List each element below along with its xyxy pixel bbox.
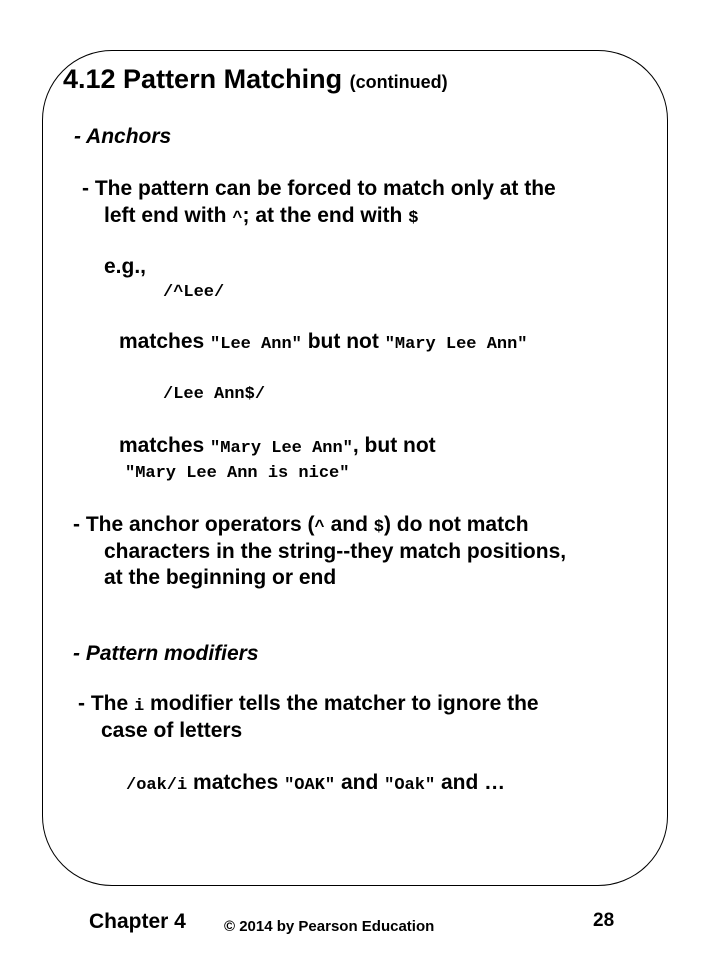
caret-code: ^ xyxy=(232,209,243,228)
footer-copyright: © 2014 by Pearson Education xyxy=(224,918,435,935)
dollar-code: $ xyxy=(408,209,419,228)
anchors-line-1: - The pattern can be forced to match only at the xyxy=(82,177,556,200)
slide-title xyxy=(63,66,448,93)
matches-line-2-continued: "Mary Lee Ann is nice" xyxy=(125,464,350,483)
pattern-lee-start: /^Lee/ xyxy=(163,283,225,302)
page-number: 28 xyxy=(593,910,615,931)
anchors-line-2: left end with ^; at the end with $ xyxy=(104,204,419,228)
title-suffix: (continued) xyxy=(349,72,448,92)
modifier-example: /oak/i matches "OAK" and "Oak" and … xyxy=(126,771,506,795)
modifiers-heading: - Pattern modifiers xyxy=(73,642,259,665)
pattern-lee-ann-end: /Lee Ann$/ xyxy=(163,385,266,404)
anchor-ops-line-2: characters in the string--they match positions, xyxy=(104,540,567,563)
anchor-ops-line-1: - The anchor operators (^ and $) do not match xyxy=(73,513,529,537)
matches-line-2: matches "Mary Lee Ann", but not xyxy=(119,434,436,458)
modifier-line-2: case of letters xyxy=(101,719,243,742)
i-modifier-code: i xyxy=(134,697,145,716)
matches-line-1: matches "Lee Ann" but not "Mary Lee Ann" xyxy=(119,330,528,354)
title-main: 4.12 Pattern Matching xyxy=(63,64,343,94)
anchors-heading: - Anchors xyxy=(74,125,172,148)
anchor-ops-line-3: at the beginning or end xyxy=(104,566,337,589)
eg-label: e.g., xyxy=(104,255,147,278)
modifier-line-1: - The i modifier tells the matcher to ignore the xyxy=(78,692,539,716)
footer-chapter: Chapter 4 xyxy=(89,910,186,933)
